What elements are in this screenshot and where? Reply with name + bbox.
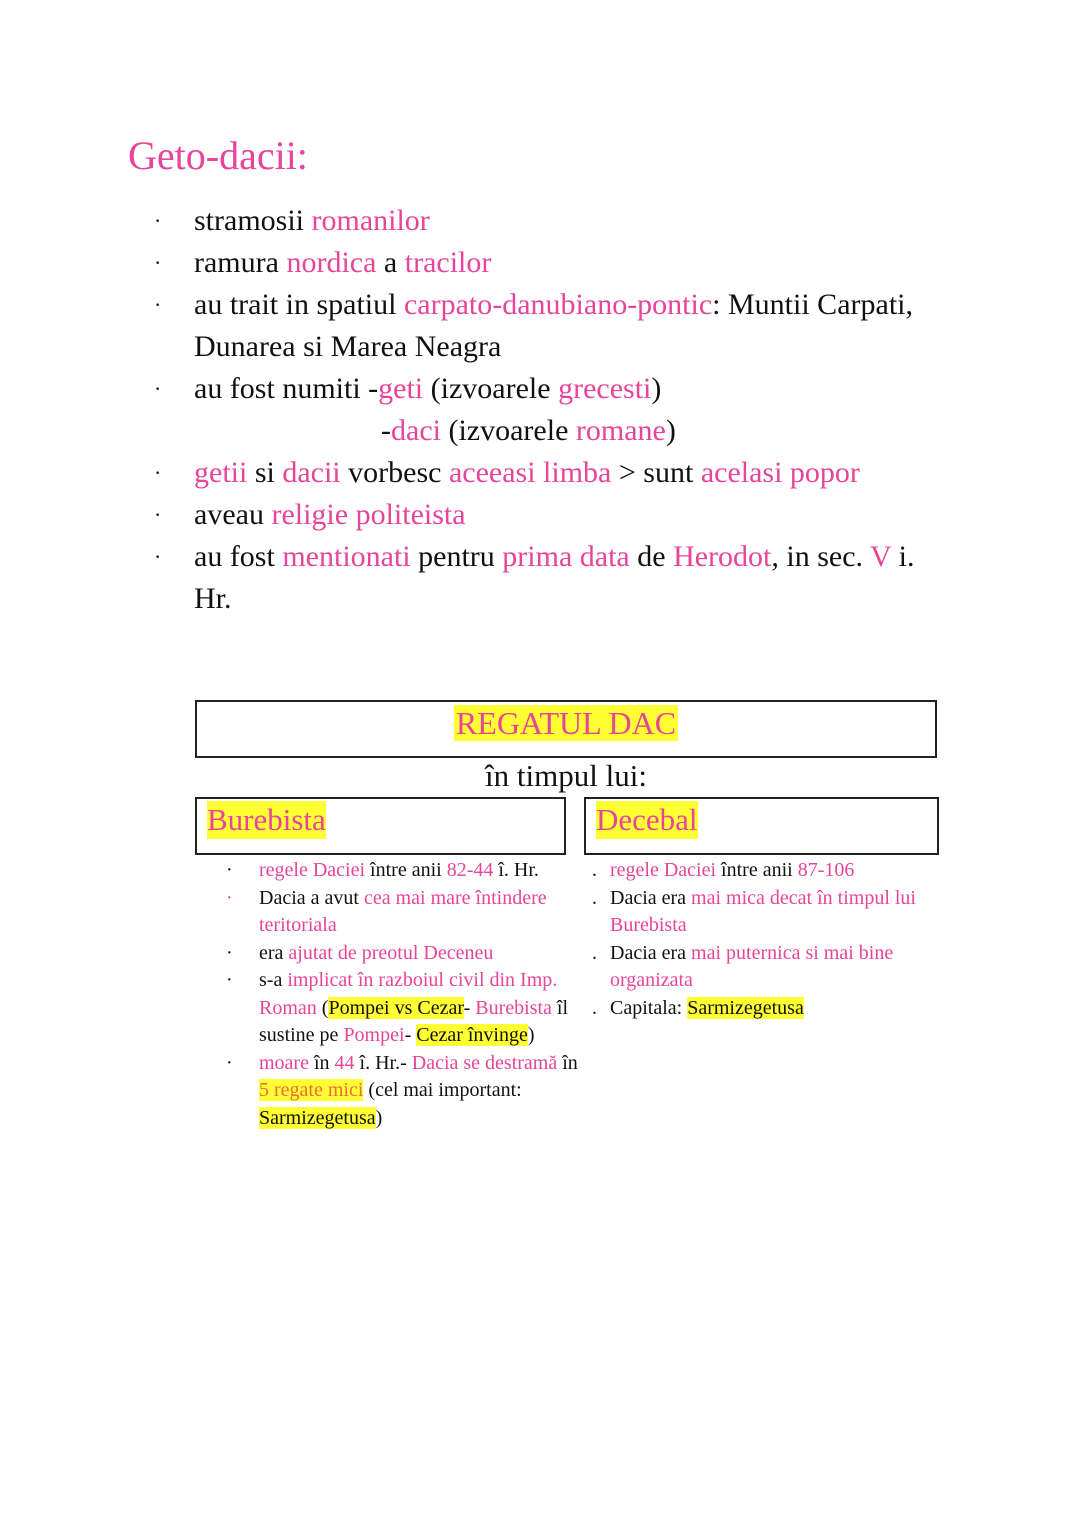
text-run: - (381, 414, 391, 447)
text-run: au fost numiti - (194, 372, 379, 405)
text-run: (cel mai important: (363, 1079, 522, 1101)
text-run: î. Hr.- (354, 1051, 412, 1074)
text-run: regele Daciei (610, 859, 717, 881)
text-run: - (404, 1024, 417, 1046)
list-item (150, 200, 950, 242)
decebal-heading: Decebal (596, 802, 698, 837)
text-run: carpato-danubiano-pontic (403, 288, 713, 321)
bullet-icon: · (226, 886, 233, 909)
text-run: V (869, 540, 892, 573)
text-run: mentionati (282, 540, 411, 573)
list-item (222, 967, 592, 1050)
text-run: si (247, 456, 283, 489)
list-item (222, 857, 592, 885)
text-run: Herodot (673, 540, 772, 573)
text-run: religie politeista (271, 498, 466, 531)
bullet-icon: · (154, 502, 162, 527)
list-item (590, 857, 940, 885)
text-run: (izvoarele (423, 372, 559, 405)
bullet-icon: · (226, 859, 233, 881)
text-run: aveau (194, 498, 272, 531)
text-run: dacii (282, 456, 341, 489)
text-run: getii (194, 456, 248, 489)
text-run: daci (391, 414, 441, 447)
text-run: , in sec. (771, 540, 870, 573)
text-run: implicat în razboiul civil din Imp. Roman (259, 969, 558, 1019)
text-run: (izvoarele (440, 414, 576, 447)
text-run: pentru (410, 540, 503, 573)
text-run: ) (527, 1024, 535, 1046)
text-run: de (629, 540, 674, 573)
text-run: ) (375, 1106, 383, 1129)
text-run: î. Hr. (493, 859, 539, 881)
bullet-icon: · (154, 544, 162, 569)
main-bullet-list (150, 200, 950, 620)
text-run: nordica (286, 246, 377, 279)
decebal-list (590, 857, 940, 1022)
text-run: cea mai mare întindere teritoriala (259, 886, 547, 936)
list-item (222, 1050, 592, 1133)
bullet-icon: · (154, 208, 162, 233)
text-run: prima data (502, 540, 630, 573)
text-run: în (308, 1051, 335, 1074)
text-run: tracilor (404, 246, 492, 279)
text-run: ) (651, 372, 662, 405)
text-run: moare (259, 1051, 309, 1074)
bullet-icon: . (592, 996, 597, 1019)
text-run: romane (575, 414, 666, 447)
text-run: mai mica decat în timpul lui Burebista (610, 886, 916, 936)
text-run: era (259, 941, 289, 964)
bullet-icon: · (226, 941, 233, 964)
list-item (590, 885, 940, 940)
text-run: Burebista (475, 996, 552, 1019)
text-run: au fost (194, 540, 283, 573)
bullet-icon: · (154, 250, 162, 275)
text-run: aceeasi limba (448, 456, 612, 489)
text-run: Cezar învinge (416, 1024, 528, 1046)
list-item (222, 940, 592, 968)
text-run: ajutat de preotul Deceneu (288, 941, 494, 964)
regat-subtitle: în timpul lui: (485, 758, 647, 793)
list-item-continuation (194, 410, 950, 452)
text-run: mai puternica si mai bine organizata (610, 941, 894, 991)
text-run: Sarmizegetusa (687, 996, 804, 1019)
text-run: între anii (716, 859, 798, 881)
text-run: 5 regate mici (259, 1079, 364, 1101)
text-run: vorbesc (340, 456, 449, 489)
list-item (590, 995, 940, 1023)
text-run: a (376, 246, 405, 279)
text-run: ) (665, 414, 676, 447)
list-item (150, 452, 950, 494)
list-item (150, 242, 950, 284)
text-run: > sunt (611, 456, 701, 489)
text-run: 87-106 (797, 859, 855, 881)
text-run: geti (378, 372, 424, 405)
text-run: Pompei vs Cezar (328, 996, 464, 1019)
list-item (150, 284, 950, 368)
list-item (150, 536, 950, 620)
regat-dac-title: REGATUL DAC (455, 705, 677, 741)
text-run: 44 (334, 1051, 355, 1074)
bullet-icon: . (592, 886, 597, 909)
page-title: Geto-dacii: (128, 133, 308, 178)
text-run: i. Hr. (194, 540, 915, 615)
text-run: Sarmizegetusa (259, 1106, 376, 1129)
text-run: regele Daciei (259, 859, 366, 881)
burebista-heading: Burebista (207, 802, 326, 837)
bullet-icon: . (592, 859, 597, 881)
text-run: Dacia era (610, 941, 692, 964)
text-run: acelasi popor (700, 456, 860, 489)
text-run: Pompei (343, 1024, 405, 1046)
text-run: stramosii (194, 204, 312, 237)
text-run: 82-44 (446, 859, 494, 881)
bullet-icon: · (226, 969, 233, 991)
bullet-icon: · (154, 292, 162, 317)
regat-dac-box (195, 700, 937, 758)
bullet-icon: · (154, 376, 162, 401)
burebista-box (195, 797, 566, 855)
text-run: romanilor (311, 204, 430, 237)
text-run: Dacia era (610, 886, 692, 909)
text-run: Capitala: (610, 996, 688, 1019)
list-item (150, 368, 950, 452)
list-item (222, 885, 592, 940)
decebal-box (584, 797, 939, 855)
text-run: grecesti (558, 372, 652, 405)
text-run: au trait in spatiul (194, 288, 404, 321)
text-run: ramura (194, 246, 287, 279)
bullet-icon: · (154, 460, 162, 485)
bullet-icon: · (226, 1051, 233, 1074)
list-item (150, 494, 950, 536)
bullet-icon: . (592, 941, 597, 964)
text-run: Dacia se destramă (411, 1051, 558, 1074)
text-run: ( (316, 996, 329, 1019)
text-run: Dacia a avut (259, 886, 364, 909)
text-run: îl sustine pe (259, 996, 569, 1046)
burebista-list (222, 857, 592, 1132)
text-run: s-a (259, 969, 288, 991)
text-run: : Muntii Carpati, Dunarea si Marea Neagra (194, 288, 913, 363)
text-run: în (557, 1051, 578, 1074)
text-run: între anii (365, 859, 447, 881)
list-item (590, 940, 940, 995)
text-run: - (463, 996, 476, 1019)
